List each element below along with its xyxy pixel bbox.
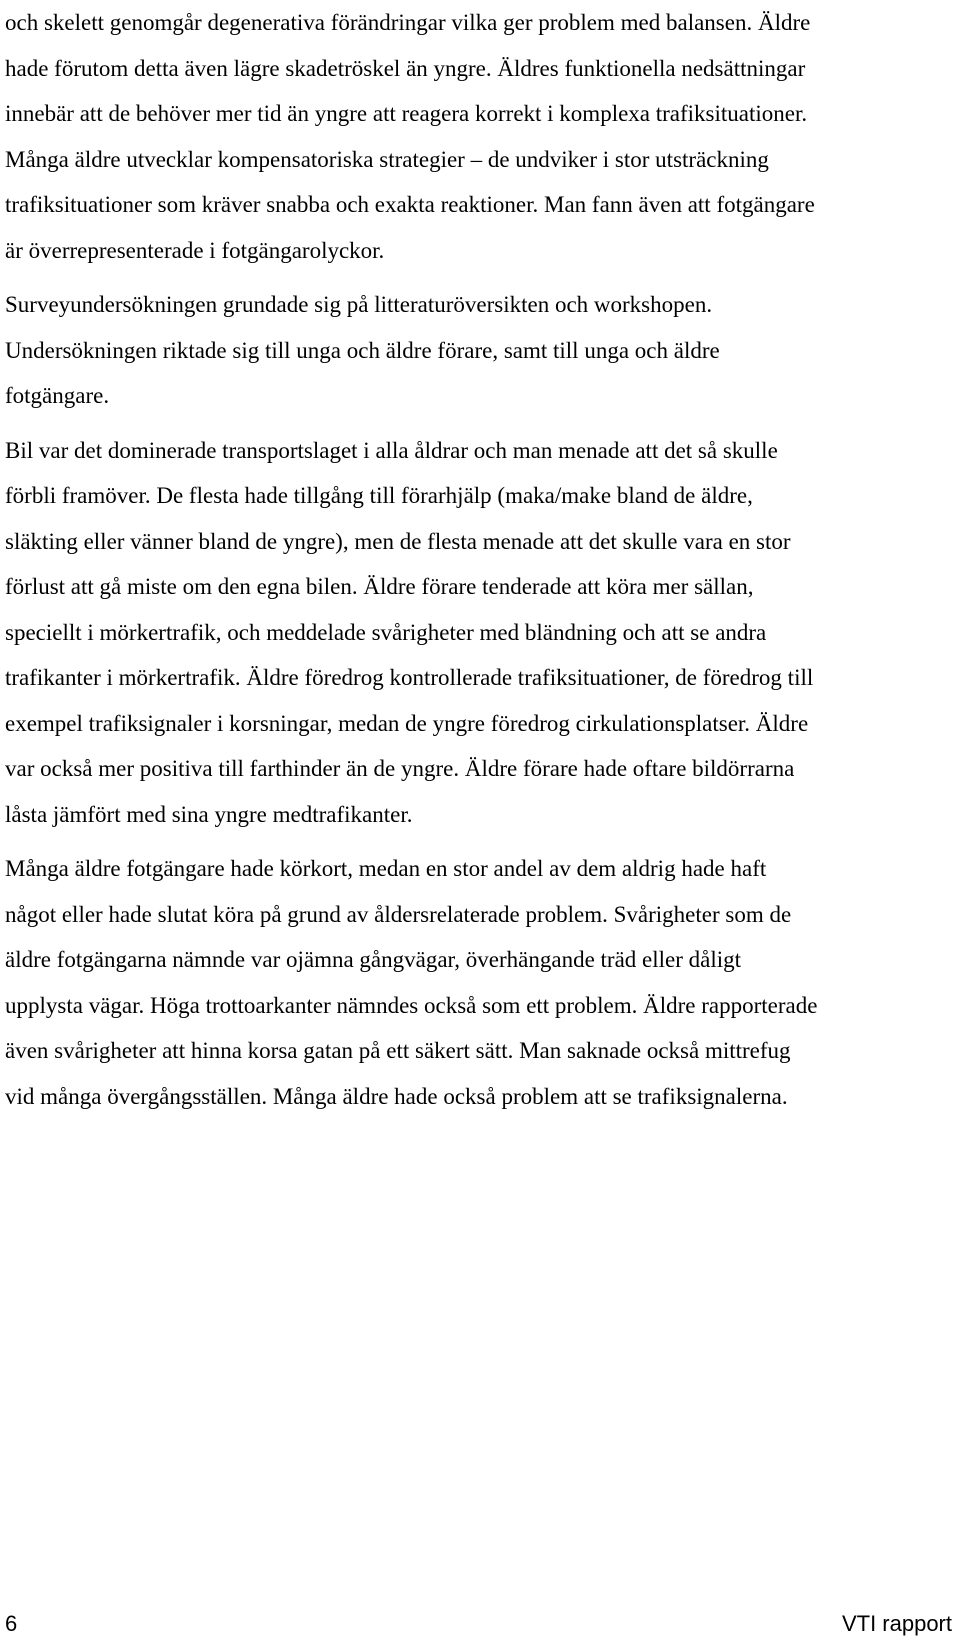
paragraph-survey: Surveyundersökningen grundade sig på litteraturöversikten och workshopen. Undersökningen riktade sig till unga och äldre förare, samt till unga och äldre fotgängare. [5,292,720,408]
report-label: VTI rapport [841,1611,952,1636]
paragraph-car-transport: Bil var det dominerade transportslaget i alla åldrar och man menade att det så skulle förbli framöver. De flesta hade tillgång till förarhjälp (maka/make bland de äldre, släkting eller vänner bland de yngre), men de flesta menade att det skulle vara en stor förlust att gå miste om den egna bilen. Äldre förare tenderade att köra mer sällan, speciellt i mörkertrafik, och meddelade svårigheter med bländning och att se andra trafikanter i mörkertrafik. Äldre föredrog kontrollerade trafiksituationer, de föredrog till exempel trafiksignaler i korsningar, medan de yngre föredrog cirkulationsplatser. Äldre var också mer positiva till farthinder än de yngre. Äldre förare hade oftare bildörrarna låsta jämfört med sina yngre medtrafikanter. [5,437,814,827]
page-footer [0,1611,960,1641]
body-text [5,0,953,1119]
page-number: 6 [5,1611,18,1636]
paragraph-pedestrians: Många äldre fotgängare hade körkort, medan en stor andel av dem aldrig hade haft något eller hade slutat köra på grund av åldersrelaterade problem. Svårigheter som de äldre fotgängarna nämnde var ojämna gångvägar, överhängande träd eller dåligt upplysta vägar. Höga trottoarkanter nämndes också som ett problem. Äldre rapporterade även svårigheter att hinna korsa gatan på ett säkert sätt. Man saknade också mittrefug vid många övergångsställen. Många äldre hade också problem att se trafiksignalerna. [5,856,818,1109]
paragraph-elderly-balance: och skelett genomgår degenerativa förändringar vilka ger problem med balansen. Äldre hade förutom detta även lägre skadetröskel än yngre. Äldres funktionella nedsättningar innebär att de behöver mer tid än yngre att reagera korrekt i komplexa trafiksituationer. Många äldre utvecklar kompensatoriska strategier – de undviker i stor utsträckning trafiksituationer som kräver snabba och exakta reaktioner. Man fann även att fotgängare är överrepresenterade i fotgängarolyckor. [5,10,815,263]
